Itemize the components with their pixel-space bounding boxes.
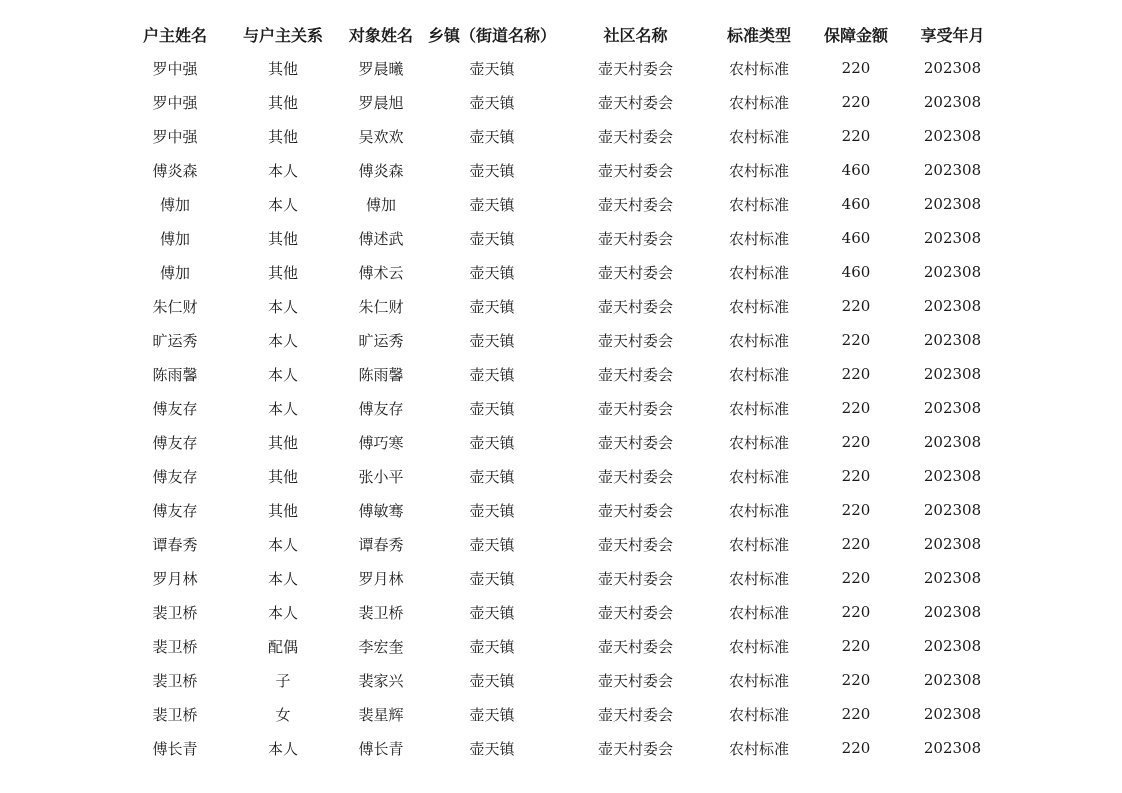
community-cell: 壶天村委会 [597, 229, 673, 248]
householder-name-cell: 傅友存 [152, 467, 198, 486]
period-cell: 202308 [923, 365, 982, 383]
amount-cell: 460 [841, 263, 871, 281]
township-cell: 壶天镇 [469, 127, 515, 146]
recipient-name-cell: 裴星辉 [358, 705, 404, 724]
township-cell: 壶天镇 [469, 637, 515, 656]
recipient-name-cell: 李宏奎 [358, 637, 404, 656]
relationship-cell: 本人 [267, 569, 298, 588]
householder-name-cell: 朱仁财 [152, 297, 198, 316]
community-cell: 壶天村委会 [597, 705, 673, 724]
standard-type-cell: 农村标准 [728, 705, 789, 724]
relationship-cell: 本人 [267, 365, 298, 384]
period-cell: 202308 [923, 263, 982, 281]
amount-cell: 220 [841, 365, 871, 383]
community-cell: 壶天村委会 [597, 59, 673, 78]
period-cell: 202308 [923, 535, 982, 553]
community-cell: 壶天村委会 [597, 263, 673, 282]
township-cell: 壶天镇 [469, 229, 515, 248]
standard-type-cell: 农村标准 [728, 263, 789, 282]
recipient-name-cell: 罗晨旭 [358, 93, 404, 112]
community-cell: 壶天村委会 [597, 161, 673, 180]
table-row [120, 731, 998, 765]
table-row [120, 187, 998, 221]
householder-name-cell: 罗月林 [152, 569, 198, 588]
recipient-name-cell: 罗月林 [358, 569, 404, 588]
amount-cell: 220 [841, 331, 871, 349]
community-cell: 壶天村委会 [597, 399, 673, 418]
township-cell: 壶天镇 [469, 331, 515, 350]
period-cell: 202308 [923, 195, 982, 213]
amount-cell: 220 [841, 637, 871, 655]
table-row [120, 85, 998, 119]
header-row [120, 17, 998, 51]
period-cell: 202308 [923, 93, 982, 111]
community-cell: 壶天村委会 [597, 501, 673, 520]
relationship-cell: 本人 [267, 331, 298, 350]
period-cell: 202308 [923, 637, 982, 655]
township-cell: 壶天镇 [469, 297, 515, 316]
relationship-cell: 本人 [267, 535, 298, 554]
amount-cell: 220 [841, 535, 871, 553]
table-row [120, 255, 998, 289]
recipient-name-cell: 傅长青 [358, 739, 404, 758]
relationship-cell: 其他 [267, 433, 298, 452]
householder-name-cell: 裴卫桥 [152, 705, 198, 724]
township-cell: 壶天镇 [469, 59, 515, 78]
township-cell: 壶天镇 [469, 263, 515, 282]
recipient-name-cell: 张小平 [358, 467, 404, 486]
recipient-name-cell: 朱仁财 [358, 297, 404, 316]
township-cell: 壶天镇 [469, 161, 515, 180]
table-row [120, 153, 998, 187]
recipient-name-cell: 裴家兴 [358, 671, 404, 690]
householder-name-cell: 旷运秀 [152, 331, 198, 350]
township-cell: 壶天镇 [469, 535, 515, 554]
householder-name-cell: 傅友存 [152, 501, 198, 520]
standard-type-cell: 农村标准 [728, 331, 789, 350]
period-cell: 202308 [923, 127, 982, 145]
householder-name-cell: 傅友存 [152, 399, 198, 418]
township-cell: 壶天镇 [469, 603, 515, 622]
relationship-cell: 其他 [267, 127, 298, 146]
recipient-name-cell: 裴卫桥 [358, 603, 404, 622]
relationship-cell: 其他 [267, 59, 298, 78]
assistance-roster-table [120, 17, 998, 765]
amount-cell: 460 [841, 161, 871, 179]
period-cell: 202308 [923, 161, 982, 179]
amount-cell: 220 [841, 93, 871, 111]
relationship-cell: 女 [275, 705, 291, 724]
period-cell: 202308 [923, 433, 982, 451]
township-cell: 壶天镇 [469, 433, 515, 452]
table-row [120, 493, 998, 527]
standard-type-cell: 农村标准 [728, 535, 789, 554]
recipient-name-cell: 傅述武 [358, 229, 404, 248]
period-cell: 202308 [923, 739, 982, 757]
standard-type-cell: 农村标准 [728, 229, 789, 248]
standard-type-cell: 农村标准 [728, 603, 789, 622]
township-cell: 壶天镇 [469, 195, 515, 214]
recipient-name-cell: 傅巧寒 [358, 433, 404, 452]
recipient-name-cell: 傅炎森 [358, 161, 404, 180]
community-cell: 壶天村委会 [597, 365, 673, 384]
community-cell: 壶天村委会 [597, 569, 673, 588]
householder-name-cell: 傅加 [159, 229, 190, 248]
relationship-cell: 其他 [267, 501, 298, 520]
township-cell: 壶天镇 [469, 467, 515, 486]
period-cell: 202308 [923, 331, 982, 349]
header-standard-type: 标准类型 [726, 25, 791, 45]
community-cell: 壶天村委会 [597, 535, 673, 554]
table-row [120, 595, 998, 629]
recipient-name-cell: 陈雨馨 [358, 365, 404, 384]
table-row [120, 425, 998, 459]
recipient-name-cell: 吴欢欢 [358, 127, 404, 146]
header-relationship: 与户主关系 [242, 25, 323, 45]
relationship-cell: 本人 [267, 161, 298, 180]
period-cell: 202308 [923, 229, 982, 247]
period-cell: 202308 [923, 705, 982, 723]
relationship-cell: 其他 [267, 93, 298, 112]
householder-name-cell: 裴卫桥 [152, 671, 198, 690]
township-cell: 壶天镇 [469, 399, 515, 418]
community-cell: 壶天村委会 [597, 467, 673, 486]
header-amount: 保障金额 [823, 25, 888, 45]
householder-name-cell: 傅友存 [152, 433, 198, 452]
township-cell: 壶天镇 [469, 705, 515, 724]
period-cell: 202308 [923, 467, 982, 485]
table-row [120, 119, 998, 153]
householder-name-cell: 罗中强 [152, 127, 198, 146]
table-row [120, 527, 998, 561]
table-row [120, 357, 998, 391]
amount-cell: 220 [841, 127, 871, 145]
table-row [120, 289, 998, 323]
householder-name-cell: 裴卫桥 [152, 637, 198, 656]
period-cell: 202308 [923, 671, 982, 689]
standard-type-cell: 农村标准 [728, 637, 789, 656]
community-cell: 壶天村委会 [597, 297, 673, 316]
header-community: 社区名称 [603, 25, 668, 45]
township-cell: 壶天镇 [469, 671, 515, 690]
householder-name-cell: 傅长青 [152, 739, 198, 758]
householder-name-cell: 裴卫桥 [152, 603, 198, 622]
householder-name-cell: 罗中强 [152, 59, 198, 78]
township-cell: 壶天镇 [469, 569, 515, 588]
standard-type-cell: 农村标准 [728, 399, 789, 418]
relationship-cell: 本人 [267, 399, 298, 418]
householder-name-cell: 傅加 [159, 263, 190, 282]
table-row [120, 663, 998, 697]
recipient-name-cell: 旷运秀 [358, 331, 404, 350]
header-householder-name: 户主姓名 [142, 25, 207, 45]
standard-type-cell: 农村标准 [728, 161, 789, 180]
amount-cell: 220 [841, 501, 871, 519]
period-cell: 202308 [923, 603, 982, 621]
householder-name-cell: 罗中强 [152, 93, 198, 112]
amount-cell: 220 [841, 603, 871, 621]
header-recipient-name: 对象姓名 [348, 25, 413, 45]
standard-type-cell: 农村标准 [728, 467, 789, 486]
table-row [120, 51, 998, 85]
standard-type-cell: 农村标准 [728, 569, 789, 588]
relationship-cell: 本人 [267, 739, 298, 758]
township-cell: 壶天镇 [469, 501, 515, 520]
relationship-cell: 本人 [267, 195, 298, 214]
community-cell: 壶天村委会 [597, 671, 673, 690]
householder-name-cell: 傅加 [159, 195, 190, 214]
township-cell: 壶天镇 [469, 93, 515, 112]
relationship-cell: 本人 [267, 297, 298, 316]
community-cell: 壶天村委会 [597, 93, 673, 112]
recipient-name-cell: 傅加 [365, 195, 396, 214]
community-cell: 壶天村委会 [597, 433, 673, 452]
table-row [120, 697, 998, 731]
householder-name-cell: 傅炎森 [152, 161, 198, 180]
amount-cell: 220 [841, 569, 871, 587]
recipient-name-cell: 傅敏骞 [358, 501, 404, 520]
relationship-cell: 配偶 [267, 637, 298, 656]
relationship-cell: 其他 [267, 467, 298, 486]
community-cell: 壶天村委会 [597, 195, 673, 214]
amount-cell: 220 [841, 59, 871, 77]
header-township: 乡镇（街道名称） [427, 25, 556, 45]
recipient-name-cell: 傅友存 [358, 399, 404, 418]
amount-cell: 460 [841, 229, 871, 247]
table-row [120, 391, 998, 425]
amount-cell: 220 [841, 671, 871, 689]
table-row [120, 561, 998, 595]
relationship-cell: 其他 [267, 263, 298, 282]
table-row [120, 629, 998, 663]
amount-cell: 220 [841, 433, 871, 451]
community-cell: 壶天村委会 [597, 127, 673, 146]
standard-type-cell: 农村标准 [728, 501, 789, 520]
table-row [120, 221, 998, 255]
standard-type-cell: 农村标准 [728, 59, 789, 78]
standard-type-cell: 农村标准 [728, 739, 789, 758]
township-cell: 壶天镇 [469, 365, 515, 384]
standard-type-cell: 农村标准 [728, 93, 789, 112]
relationship-cell: 本人 [267, 603, 298, 622]
community-cell: 壶天村委会 [597, 603, 673, 622]
roster-body [120, 51, 998, 765]
period-cell: 202308 [923, 569, 982, 587]
community-cell: 壶天村委会 [597, 739, 673, 758]
table-row [120, 323, 998, 357]
recipient-name-cell: 傅术云 [358, 263, 404, 282]
period-cell: 202308 [923, 501, 982, 519]
standard-type-cell: 农村标准 [728, 195, 789, 214]
householder-name-cell: 陈雨馨 [152, 365, 198, 384]
community-cell: 壶天村委会 [597, 331, 673, 350]
amount-cell: 460 [841, 195, 871, 213]
standard-type-cell: 农村标准 [728, 671, 789, 690]
standard-type-cell: 农村标准 [728, 433, 789, 452]
period-cell: 202308 [923, 59, 982, 77]
township-cell: 壶天镇 [469, 739, 515, 758]
amount-cell: 220 [841, 399, 871, 417]
recipient-name-cell: 谭春秀 [358, 535, 404, 554]
community-cell: 壶天村委会 [597, 637, 673, 656]
header-period: 享受年月 [920, 25, 985, 45]
householder-name-cell: 谭春秀 [152, 535, 198, 554]
period-cell: 202308 [923, 297, 982, 315]
amount-cell: 220 [841, 705, 871, 723]
relationship-cell: 子 [275, 671, 291, 690]
amount-cell: 220 [841, 739, 871, 757]
amount-cell: 220 [841, 467, 871, 485]
standard-type-cell: 农村标准 [728, 297, 789, 316]
standard-type-cell: 农村标准 [728, 365, 789, 384]
recipient-name-cell: 罗晨曦 [358, 59, 404, 78]
amount-cell: 220 [841, 297, 871, 315]
table-row [120, 459, 998, 493]
standard-type-cell: 农村标准 [728, 127, 789, 146]
relationship-cell: 其他 [267, 229, 298, 248]
period-cell: 202308 [923, 399, 982, 417]
